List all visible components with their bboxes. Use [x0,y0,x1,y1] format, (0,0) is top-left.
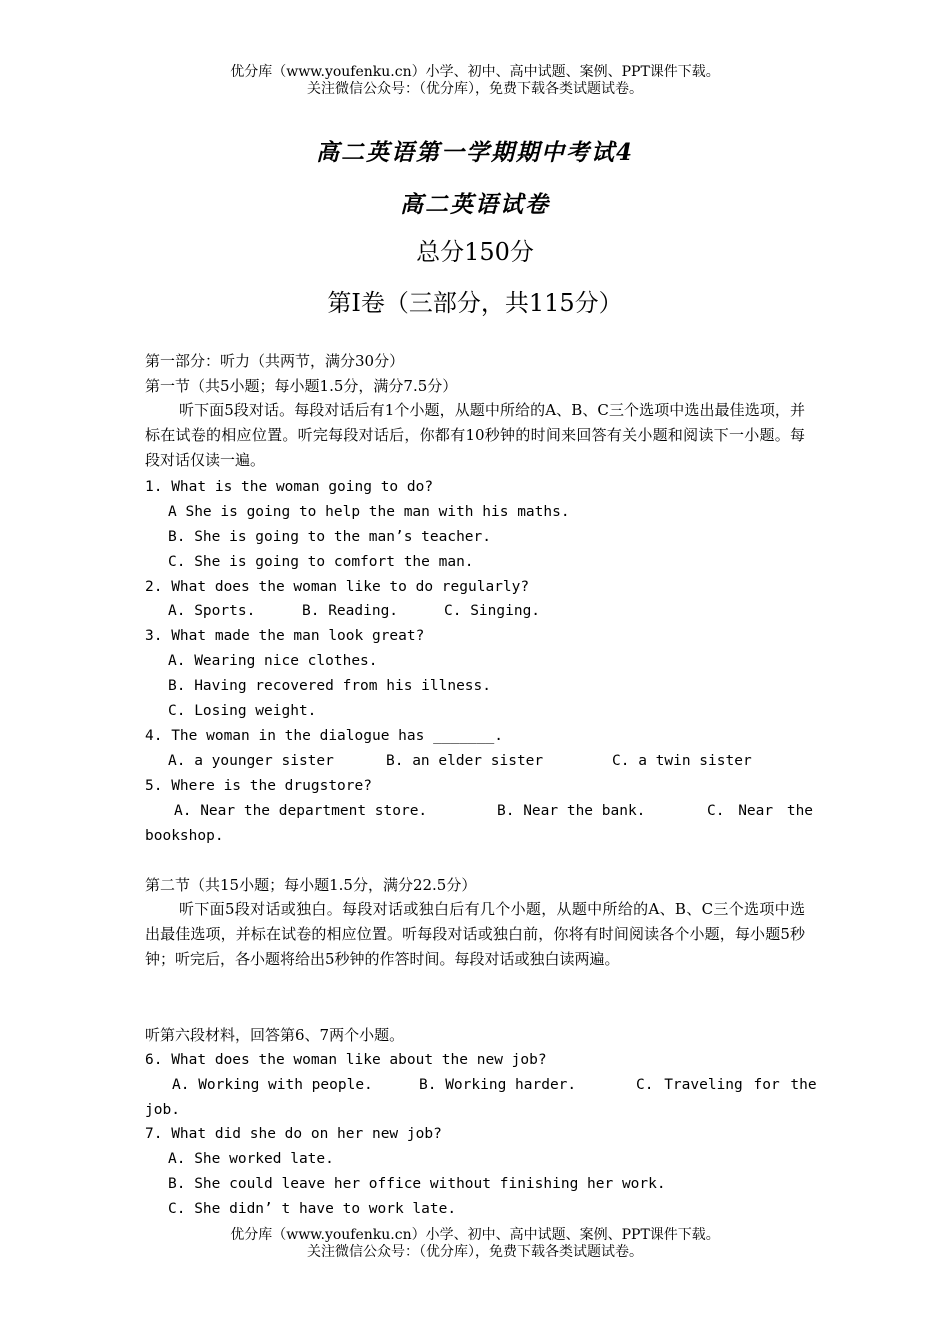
q4-option-c: C. a twin sister [612,753,752,769]
q4-option-b: B. an elder sister [386,753,544,769]
section2-instructions: 听下面5段对话或独白。每段对话或独白后有几个小题，从题中所给的A、B、C三个选项中选出最佳选项，并标在试卷的相应位置。听每段对话或独白前，你将有时间阅读各个小题，每小题5秒钟；听完后，各小题将给出5秒钟的作答时间。每段对话或独白读两遍。 [145,900,805,968]
section1-heading: 第一节（共5小题；每小题1.5分，满分7.5分） [145,377,458,395]
q7-stem: 7. What did she do on her new job? [145,1126,442,1142]
q3-stem: 3. What made the man look great? [145,628,425,644]
q6-option-b: B. Working harder. [419,1077,577,1093]
footer-line-1: 优分库（www.youfenku.cn）小学、初中、高中试题、案例、PPT课件下载。 [230,1227,720,1243]
q4-option-a: A. a younger sister [168,753,334,769]
q5-option-c-wrap: bookshop. [145,828,224,844]
q6-option-c: C. Traveling for the [636,1077,817,1093]
q2-option-a: A. Sports. [168,603,256,619]
q5-option-b: B. Near the bank. [497,803,646,819]
q7-option-c: C. She didn’ t have to work late. [168,1201,457,1217]
section2-heading: 第二节（共15小题；每小题1.5分，满分22.5分） [145,876,477,894]
section1-instructions: 听下面5段对话。每段对话后有1个小题，从题中所给的A、B、C三个选项中选出最佳选项，并标在试卷的相应位置。听完每段对话后，你都有10秒钟的时间来回答有关小题和阅读下一小题。每段对话仅读一遍。 [145,401,805,469]
exam-subtitle: 高二英语试卷 [400,191,550,218]
q5-stem: 5. Where is the drugstore? [145,778,372,794]
q1-option-b: B. She is going to the man’s teacher. [168,529,492,545]
q5-option-c: C. Near the [707,803,814,819]
q7-option-b: B. She could leave her office without finishing her work. [168,1176,666,1192]
exam-title: 高二英语第一学期期中考试4 [315,139,634,166]
q2-option-c: C. Singing. [444,603,541,619]
material6-heading: 听第六段材料，回答第6、7两个小题。 [145,1026,405,1044]
q6-stem: 6. What does the woman like about the new job? [145,1052,547,1068]
q1-stem: 1. What is the woman going to do? [145,479,434,495]
q1-option-c: C. She is going to comfort the man. [168,554,474,570]
total-score: 总分150分 [416,238,534,266]
q3-option-a: A. Wearing nice clothes. [168,653,378,669]
q2-option-b: B. Reading. [302,603,399,619]
page-header [0,64,950,98]
q3-option-b: B. Having recovered from his illness. [168,678,492,694]
header-line-1: 优分库（www.youfenku.cn）小学、初中、高中试题、案例、PPT课件下载。 [230,64,720,80]
footer-line-2: 关注微信公众号：（优分库），免费下载各类试题试卷。 [307,1244,643,1260]
part1-heading: 第一部分：听力（共两节，满分30分） [145,352,405,370]
q6-option-c-wrap: job. [145,1102,180,1118]
q4-stem: 4. The woman in the dialogue has _______. [145,728,503,744]
header-line-2: 关注微信公众号：（优分库），免费下载各类试题试卷。 [307,81,643,97]
page-footer [0,1227,950,1261]
q3-option-c: C. Losing weight. [168,703,317,719]
q2-stem: 2. What does the woman like to do regularly? [145,579,530,595]
q6-option-a: A. Working with people. [172,1077,373,1093]
q5-option-a: A. Near the department store. [174,803,428,819]
volume-heading: 第Ⅰ卷（三部分，共115分） [327,289,623,317]
q7-option-a: A. She worked late. [168,1151,334,1167]
q1-option-a: A She is going to help the man with his maths. [168,504,570,520]
